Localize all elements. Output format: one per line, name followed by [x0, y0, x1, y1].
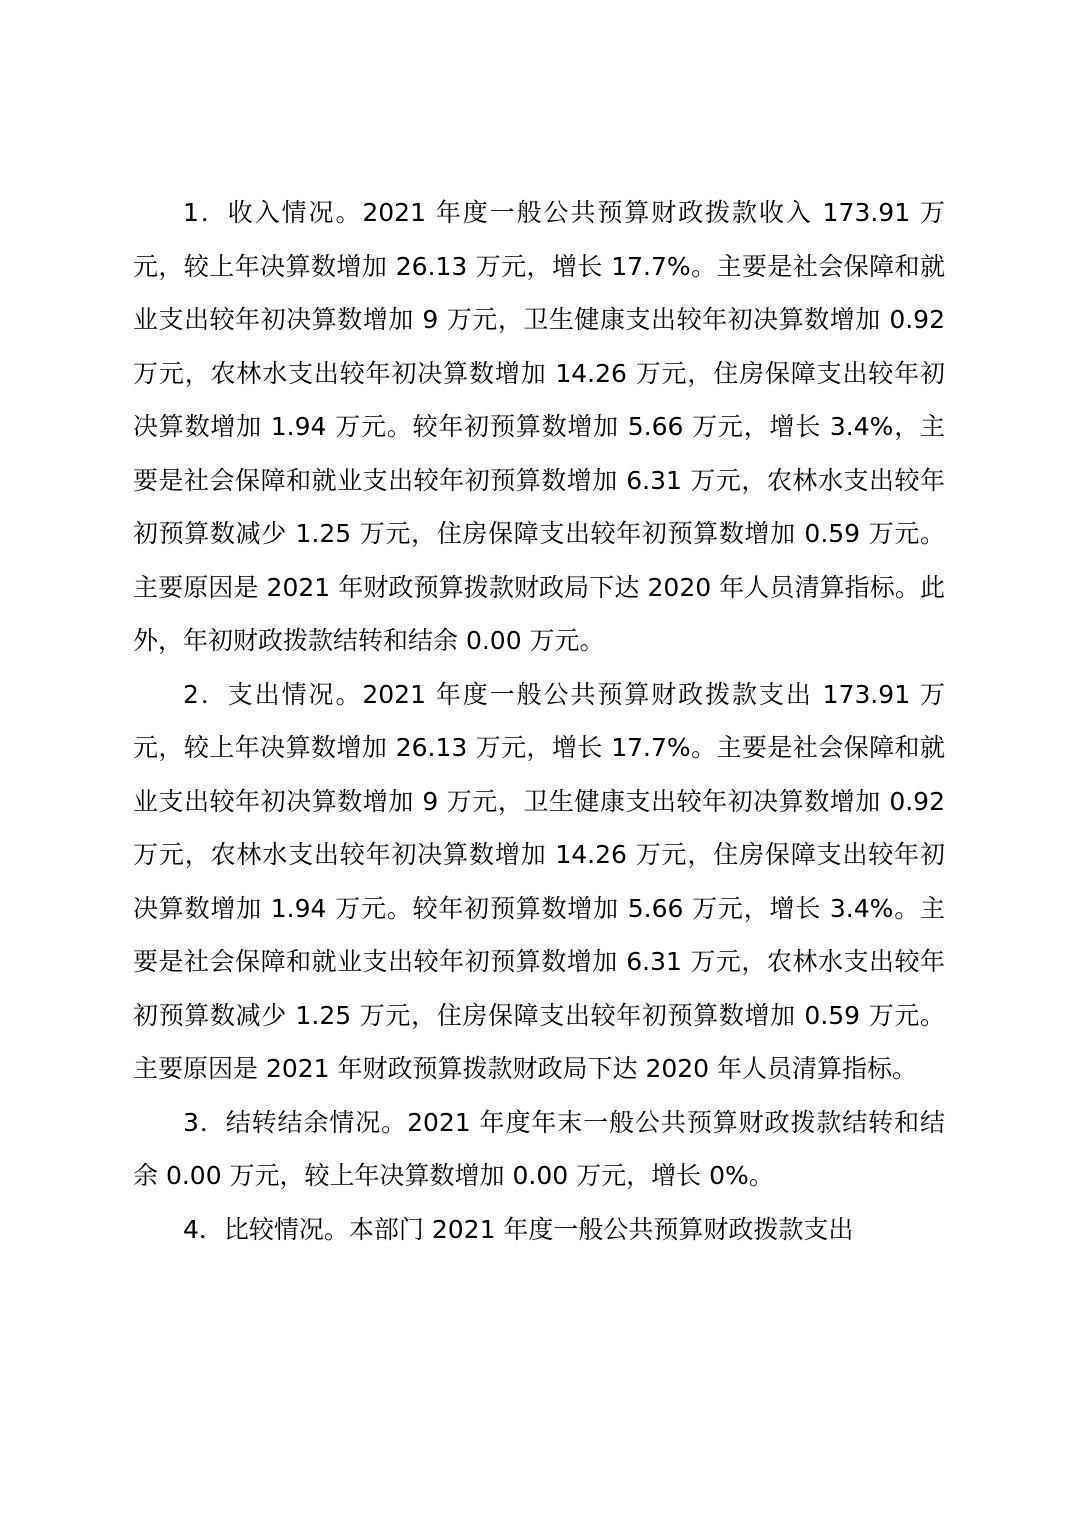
- paragraph-expenditure: 2．支出情况。2021 年度一般公共预算财政拨款支出 173.91 万元，较上年决算数增加 26.13 万元，增长 17.7%。主要是社会保障和就业支出较年初决算数增加 9 万元，卫生健康支出较年初决算数增加 0.92 万元，农林水支出较年初决算数增加 14.26 万元，住房保障支出较年初决算数增加 1.94 万元。较年初预算数增加 5.66 万元，增长 3.4%。主要是社会保障和就业支出较年初预算数增加 6.31 万元，农林水支出较年初预算数减少 1.25 万元，住房保障支出较年初预算数增加 0.59 万元。主要原因是 2021 年财政预算拨款财政局下达 2020 年人员清算指标。: [133, 679, 945, 1083]
- document-page: [133, 186, 945, 1256]
- paragraph-comparison: 4．比较情况。本部门 2021 年度一般公共预算财政拨款支出: [183, 1214, 854, 1244]
- paragraph-income: 1．收入情况。2021 年度一般公共预算财政拨款收入 173.91 万元，较上年决算数增加 26.13 万元，增长 17.7%。主要是社会保障和就业支出较年初决算数增加 9 万元，卫生健康支出较年初决算数增加 0.92 万元，农林水支出较年初决算数增加 14.26 万元，住房保障支出较年初决算数增加 1.94 万元。较年初预算数增加 5.66 万元，增长 3.4%，主要是社会保障和就业支出较年初预算数增加 6.31 万元，农林水支出较年初预算数减少 1.25 万元，住房保障支出较年初预算数增加 0.59 万元。主要原因是 2021 年财政预算拨款财政局下达 2020 年人员清算指标。此外，年初财政拨款结转和结余 0.00 万元。: [133, 198, 945, 655]
- paragraph-carryover: 3．结转结余情况。2021 年度年末一般公共预算财政拨款结转和结余 0.00 万元，较上年决算数增加 0.00 万元，增长 0%。: [133, 1107, 945, 1190]
